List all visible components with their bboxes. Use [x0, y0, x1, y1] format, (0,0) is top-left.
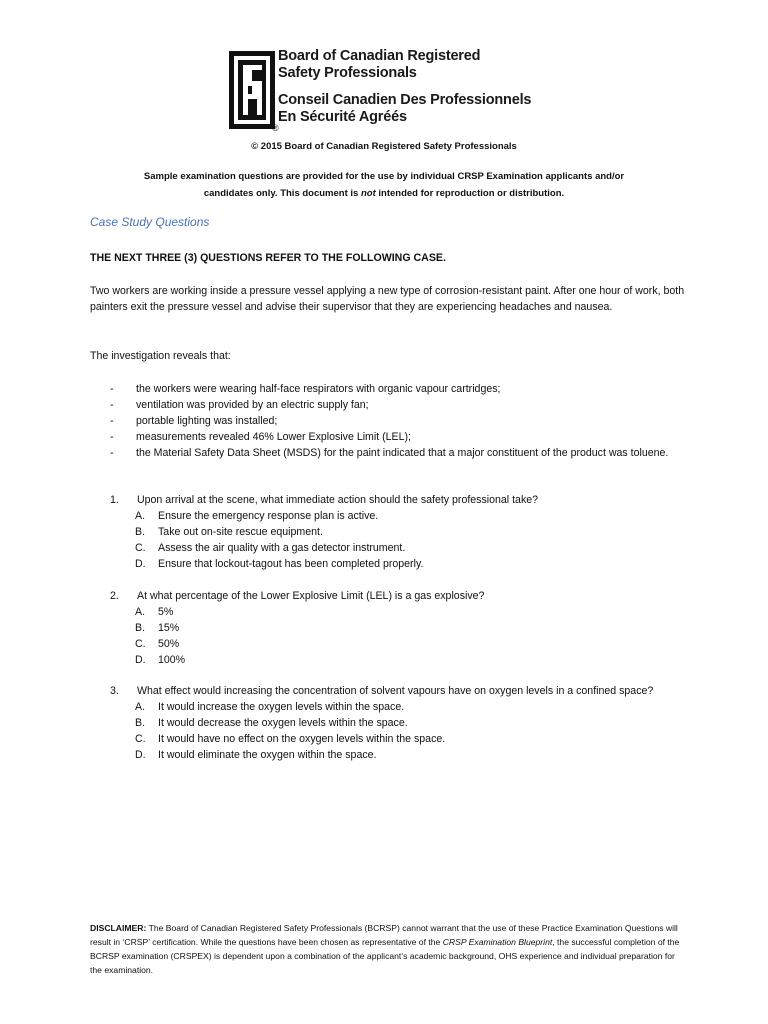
answer-option: B. It would decrease the oxygen levels within the space. — [135, 717, 408, 729]
list-item: - measurements revealed 46% Lower Explosive Limit (LEL); — [110, 431, 411, 443]
case-paragraph: Two workers are working inside a pressure vessel applying a new type of corrosion-resistant paint. After one hour of work, both painters exit the pressure vessel and advise their supervisor that they are experiencing headaches and nausea. — [90, 285, 685, 313]
header-logo — [228, 48, 548, 140]
bcrsp-logo-icon — [228, 50, 276, 130]
usage-notice-line2: candidates only. This document is not intended for reproduction or distribution. — [203, 188, 565, 199]
answer-options — [110, 699, 690, 763]
question-2 — [110, 588, 690, 668]
findings-list — [110, 381, 690, 461]
question-number: 2. — [110, 590, 119, 602]
answer-option: C. Assess the air quality with a gas detector instrument. — [135, 542, 406, 554]
answer-option: B. Take out on-site rescue equipment. — [135, 526, 323, 538]
org-name-fr-line1: Conseil Canadien Des Professionnels — [278, 92, 532, 108]
question-number: 3. — [110, 685, 119, 697]
question-stem: Upon arrival at the scene, what immediate action should the safety professional take? — [137, 494, 539, 506]
question-stem: What effect would increasing the concentration of solvent vapours have on oxygen levels in a confined space? — [137, 685, 654, 697]
answer-option: D. 100% — [135, 654, 186, 666]
answer-options — [110, 604, 690, 668]
answer-option: A. It would increase the oxygen levels within the space. — [135, 701, 405, 713]
list-item: - ventilation was provided by an electric supply fan; — [110, 399, 369, 411]
list-item: - the workers were wearing half-face respirators with organic vapour cartridges; — [110, 383, 501, 395]
org-name-en-line1: Board of Canadian Registered — [278, 48, 481, 64]
list-item: - portable lighting was installed; — [110, 415, 278, 427]
case-heading: THE NEXT THREE (3) QUESTIONS REFER TO THE FOLLOWING CASE. — [90, 252, 446, 264]
answer-option: A. 5% — [135, 606, 174, 618]
section-title: Case Study Questions — [90, 215, 210, 229]
answer-option: C. It would have no effect on the oxygen levels within the space. — [135, 733, 446, 745]
question-number: 1. — [110, 494, 119, 506]
disclaimer-label: DISCLAIMER: — [90, 923, 147, 933]
answer-option: D. It would eliminate the oxygen within the space. — [135, 749, 377, 761]
disclaimer: DISCLAIMER: The Board of Canadian Registered Safety Professionals (BCRSP) cannot warrant that the use of these Practice Examination Questions will result in ‘CRSP’ certification. While the questions have been chosen as representative of the CRSP Examination Blueprint, the successful completion of the BCRSP examination (CRSPEX) is dependent upon a combination of the applicant’s academic background, OHS experience and individual preparation for the examination. — [90, 923, 680, 975]
list-item: - the Material Safety Data Sheet (MSDS) for the paint indicated that a major constituent of the product was toluene. — [110, 447, 669, 459]
org-name-en-line2: Safety Professionals — [278, 65, 417, 81]
registered-mark: ® — [272, 123, 279, 133]
question-stem: At what percentage of the Lower Explosive Limit (LEL) is a gas explosive? — [137, 590, 485, 602]
answer-options — [110, 508, 690, 572]
question-3 — [110, 683, 690, 763]
answer-option: D. Ensure that lockout-tagout has been completed properly. — [135, 558, 424, 570]
org-name-fr-line2: En Sécurité Agréés — [278, 109, 407, 125]
answer-option: C. 50% — [135, 638, 180, 650]
question-1 — [110, 492, 690, 572]
copyright-line: © 2015 Board of Canadian Registered Safety Professionals — [251, 141, 517, 152]
usage-notice-line1: Sample examination questions are provided for the use by individual CRSP Examination applicants and/or — [143, 171, 625, 182]
usage-notice — [100, 168, 668, 202]
org-name-block — [278, 48, 531, 126]
investigation-intro: The investigation reveals that: — [90, 350, 231, 362]
answer-option: B. 15% — [135, 622, 180, 634]
answer-option: A. Ensure the emergency response plan is active. — [135, 510, 379, 522]
